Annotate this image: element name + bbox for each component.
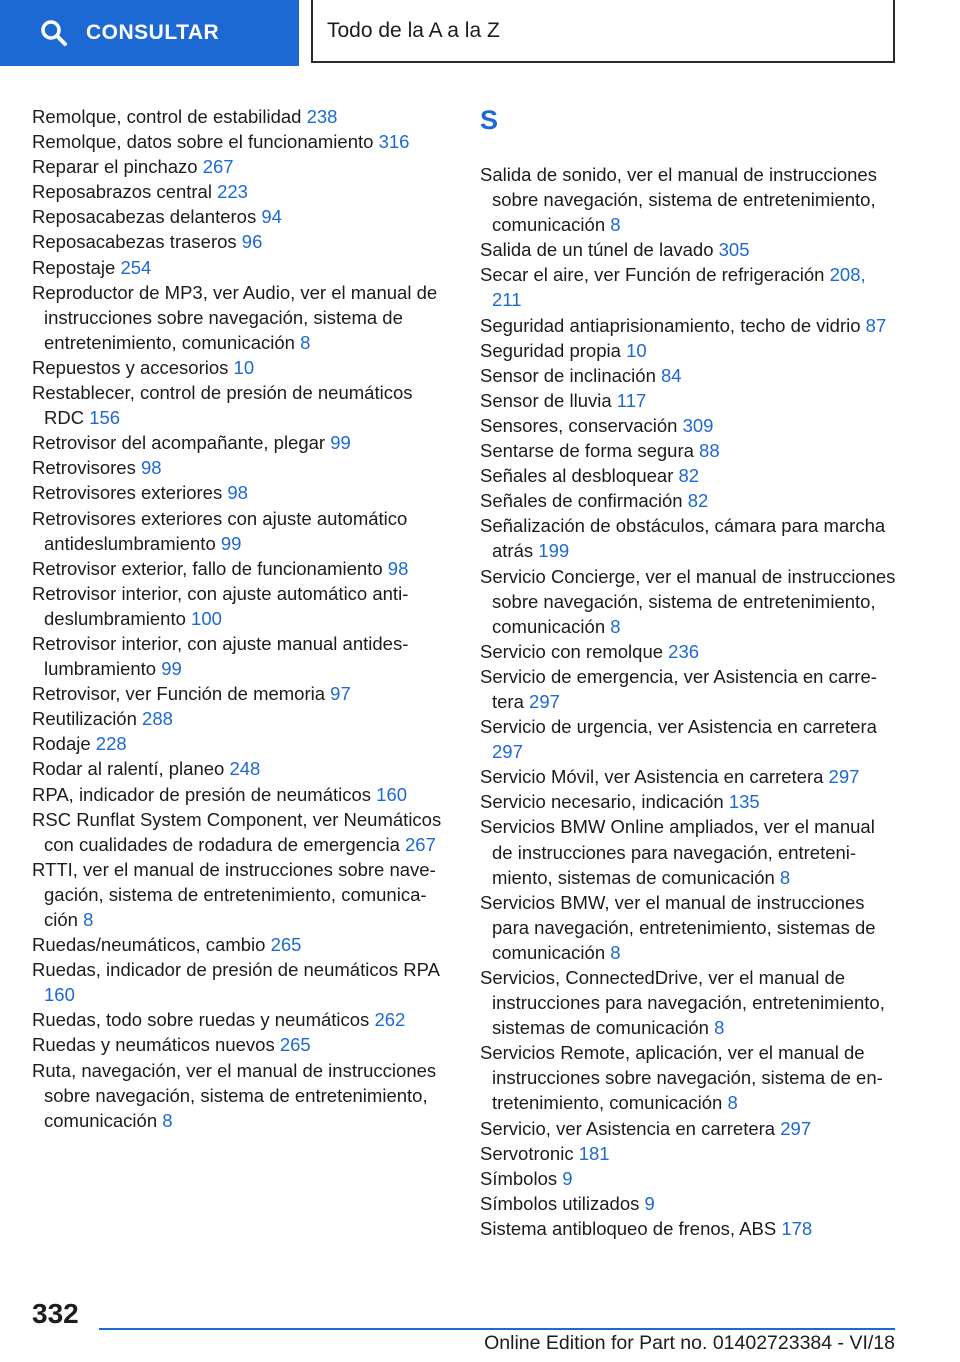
consultar-label: CONSULTAR	[86, 21, 220, 44]
consultar-button[interactable]	[0, 0, 299, 66]
page-link[interactable]: 84	[661, 364, 682, 386]
footer-edition: Online Edition for Part no. 01402723384 - VI/18	[484, 1332, 895, 1354]
page-link[interactable]: 254	[120, 256, 152, 278]
page-link[interactable]: 265	[270, 934, 302, 956]
page-link[interactable]: 297	[828, 766, 860, 788]
entry-text: RSC Runflat System Component, ver Neumáticos con cualidades de rodadura de emergencia	[32, 808, 442, 855]
index-entry	[32, 957, 452, 1007]
breadcrumb[interactable]: Todo de la A a la Z	[311, 0, 895, 63]
entry-text: Salida de sonido, ver el manual de instrucciones sobre navegación, sistema de entretenimiento, comunicación	[480, 164, 877, 236]
page-link[interactable]: 297	[529, 690, 560, 712]
entry-text: Servicio de urgencia, ver Asistencia en carretera	[480, 716, 877, 738]
index-entry	[32, 455, 452, 480]
index-entry	[480, 338, 900, 363]
index-entry	[32, 154, 452, 179]
index-entry	[32, 355, 452, 380]
footer-rule	[99, 1328, 895, 1330]
index-entry	[480, 965, 900, 1040]
entry-text: Repostaje	[32, 256, 116, 278]
entry-text: Reposabrazos central	[32, 181, 212, 203]
index-column-right	[480, 104, 900, 1241]
index-entry	[480, 639, 900, 664]
index-entry	[32, 280, 452, 355]
index-entry	[480, 764, 900, 789]
index-entry	[480, 1216, 900, 1241]
page-link[interactable]: 316	[378, 131, 410, 153]
entry-text: Servicios BMW, ver el manual de instrucciones para navegación, entretenimiento, sistemas de comunicación	[480, 891, 876, 963]
page-link[interactable]: 8	[714, 1017, 725, 1039]
page-link[interactable]: 236	[668, 640, 700, 662]
entry-text: Retrovisor, ver Función de memoria	[32, 683, 326, 705]
index-entry	[480, 363, 900, 388]
entry-text: RTTI, ver el manual de instrucciones sobre navegación, sistema de entretenimiento, comunicación	[32, 858, 436, 930]
entry-text: Remolque, control de estabilidad	[32, 106, 302, 127]
header	[0, 0, 960, 66]
page-link[interactable]: 267	[405, 833, 436, 855]
page-link[interactable]: 88	[699, 440, 720, 462]
page-link[interactable]: 99	[220, 532, 242, 554]
page-link[interactable]: 181	[578, 1142, 610, 1164]
section-letter: S	[480, 105, 499, 135]
index-entry	[32, 932, 452, 957]
index-entry	[32, 706, 452, 731]
index-entry	[32, 179, 452, 204]
page-link[interactable]: 10	[233, 356, 255, 378]
page-link[interactable]: 262	[374, 1009, 406, 1031]
entry-text: Salida de un túnel de lavado	[480, 239, 714, 261]
page-link[interactable]: 178	[781, 1217, 813, 1239]
entry-text: Retrovisor del acompañante, plegar	[32, 432, 326, 454]
page-link[interactable]: 8	[610, 941, 621, 963]
index-entry	[32, 731, 452, 756]
page-link[interactable]: 100	[191, 607, 222, 629]
entry-text: Servicios, ConnectedDrive, ver el manual de instrucciones para navegación, entretenimiento, sistemas de comunicación	[480, 967, 885, 1039]
entry-text: Rodaje	[32, 733, 91, 755]
index-entry	[480, 1116, 900, 1141]
index-entry	[480, 162, 900, 237]
index-entry	[480, 262, 900, 312]
index-entry	[480, 313, 900, 338]
page-link[interactable]: 8	[727, 1092, 738, 1114]
entry-text: Secar el aire, ver Función de refrigeración	[480, 264, 825, 286]
entry-text: Restablecer, control de presión de neumáticos RDC	[32, 382, 413, 429]
index-entry	[480, 237, 900, 262]
entry-text: Ruedas, todo sobre ruedas y neumáticos	[32, 1009, 370, 1031]
page-link[interactable]: 160	[44, 984, 75, 1006]
page-link[interactable]: 98	[140, 457, 162, 479]
index-entry	[32, 129, 452, 154]
entry-text: Servicio Concierge, ver el manual de instrucciones sobre navegación, sistema de entretenimiento, comunicación	[480, 565, 896, 637]
entry-text: Ruedas, indicador de presión de neumáticos RPA	[32, 959, 439, 981]
page-link[interactable]: 10	[626, 339, 647, 361]
page-link[interactable]: 96	[241, 231, 263, 253]
page-link[interactable]: 305	[718, 239, 750, 261]
page-link[interactable]: 9	[562, 1167, 573, 1189]
entry-text: Sistema antibloqueo de frenos, ABS	[480, 1217, 777, 1239]
index-entry	[480, 513, 900, 563]
index-entry	[32, 756, 452, 781]
index-column-left	[32, 104, 452, 1133]
page-link[interactable]: 297	[492, 741, 523, 763]
entry-text: Reparar el pinchazo	[32, 156, 198, 178]
page-link[interactable]: 265	[279, 1034, 311, 1056]
entry-text: Seguridad propia	[480, 339, 621, 361]
page-link[interactable]: 135	[728, 791, 760, 813]
page-link[interactable]: 8	[83, 909, 94, 930]
entry-text: Señalización de obstáculos, cámara para marcha atrás	[480, 515, 886, 562]
entry-text: Símbolos	[480, 1167, 558, 1189]
page-link[interactable]: 248	[229, 758, 261, 780]
entry-text: Reposacabezas traseros	[32, 231, 237, 253]
entry-text: Servicio necesario, indicación	[480, 791, 724, 813]
index-entry	[480, 1191, 900, 1216]
page-link[interactable]: 82	[678, 465, 700, 487]
page-link[interactable]: 94	[261, 206, 282, 228]
index-entry	[32, 229, 452, 254]
index-entry	[480, 789, 900, 814]
entry-text: Servotronic	[480, 1142, 574, 1164]
page-number: 332	[32, 1298, 79, 1329]
index-entry	[32, 857, 452, 932]
index-entry	[32, 1007, 452, 1032]
index-entry	[32, 681, 452, 706]
index-entry	[32, 104, 452, 129]
page-link[interactable]: 208, 211	[492, 264, 866, 311]
entry-text: Servicio Móvil, ver Asistencia en carretera	[480, 766, 824, 788]
entry-text: Señales al desbloquear	[480, 465, 674, 487]
index-entry	[32, 581, 452, 631]
entry-text: Reutilización	[32, 708, 137, 730]
page-link[interactable]: 8	[610, 615, 621, 637]
page-link[interactable]: 97	[330, 683, 351, 705]
page-link[interactable]: 99	[330, 432, 351, 454]
page-link[interactable]: 309	[682, 414, 714, 436]
entry-text: Señales de confirmación	[480, 490, 683, 512]
entry-text: Servicios Remote, aplicación, ver el manual de instrucciones sobre navegación, sistema de entretenimiento, comunicación	[480, 1042, 883, 1114]
index-entry	[32, 480, 452, 505]
entry-text: Repuestos y accesorios	[32, 356, 229, 378]
page-link[interactable]: 117	[616, 389, 647, 411]
index-entry	[480, 438, 900, 463]
entry-text: Remolque, datos sobre el funcionamiento	[32, 131, 374, 153]
index-entry	[480, 564, 900, 639]
page-link[interactable]: 238	[306, 106, 338, 127]
page-link[interactable]: 267	[202, 156, 234, 178]
page-link[interactable]: 98	[387, 557, 409, 579]
entry-text: Sensores, conservación	[480, 414, 678, 436]
index-entry	[32, 807, 452, 857]
search-icon	[40, 19, 68, 47]
index-entry	[32, 380, 452, 430]
index-entry	[32, 204, 452, 229]
entry-text: Sentarse de forma segura	[480, 440, 694, 462]
page-link[interactable]: 156	[89, 407, 121, 429]
page-link[interactable]: 87	[865, 314, 887, 336]
entry-text: Reposacabezas delanteros	[32, 206, 257, 228]
page-link[interactable]: 288	[142, 708, 173, 730]
index-entry	[480, 1040, 900, 1115]
entry-text: Ruedas y neumáticos nuevos	[32, 1034, 275, 1056]
index-entry	[32, 255, 452, 280]
entry-text: Sensor de lluvia	[480, 389, 612, 411]
page-link[interactable]: 8	[779, 866, 791, 888]
page-link[interactable]: 82	[687, 490, 709, 512]
entry-text: Retrovisor exterior, fallo de funcionamiento	[32, 557, 383, 579]
index-entry	[480, 463, 900, 488]
index-entry	[480, 890, 900, 965]
index-entry	[32, 1032, 452, 1057]
entry-text: Rodar al ralentí, planeo	[32, 758, 225, 780]
entry-text: Retrovisores exteriores	[32, 482, 223, 504]
page-link[interactable]: 8	[162, 1109, 173, 1131]
entry-text: RPA, indicador de presión de neumáticos	[32, 783, 372, 805]
index-entry	[480, 488, 900, 513]
index-entry	[32, 430, 452, 455]
entry-text: Retrovisores	[32, 457, 136, 479]
entry-text: Servicio de emergencia, ver Asistencia en carretera	[480, 665, 877, 712]
index-entry	[480, 714, 900, 764]
entry-text: Seguridad antiaprisionamiento, techo de vidrio	[480, 314, 861, 336]
entry-text: Símbolos utilizados	[480, 1192, 640, 1214]
entry-text: Servicio con remolque	[480, 640, 664, 662]
page-link[interactable]: 199	[538, 540, 570, 562]
entry-text: Reproductor de MP3, ver Audio, ver el manual de instrucciones sobre navegación, sistema de entretenimiento, comunicación	[32, 281, 438, 353]
index-entry	[32, 506, 452, 556]
index-entry	[480, 388, 900, 413]
page-link[interactable]: 297	[780, 1117, 812, 1139]
entry-text: Sensor de inclinación	[480, 364, 656, 386]
index-entry	[32, 782, 452, 807]
page-link[interactable]: 223	[217, 181, 248, 203]
entry-text: Ruta, navegación, ver el manual de instrucciones sobre navegación, sistema de entretenimiento, comunicación	[32, 1059, 437, 1131]
page-link[interactable]: 9	[644, 1192, 655, 1214]
entry-text: Servicios BMW Online ampliados, ver el manual de instrucciones para navegación, entretenimiento, sistemas de comunicación	[480, 816, 875, 888]
index-entry	[32, 631, 452, 681]
index-entry	[480, 413, 900, 438]
page-link[interactable]: 160	[376, 783, 408, 805]
entry-text: Retrovisores exteriores con ajuste automático antideslumbramiento	[32, 507, 408, 554]
entry-text: Ruedas/neumáticos, cambio	[32, 934, 266, 956]
index-entry	[480, 1141, 900, 1166]
index-entry	[480, 814, 900, 889]
index-entry	[480, 664, 900, 714]
entry-text: Retrovisor interior, con ajuste manual antideslumbramiento	[32, 632, 409, 680]
page-link[interactable]: 8	[610, 214, 621, 236]
index-entry	[32, 1058, 452, 1133]
entry-text: Servicio, ver Asistencia en carretera	[480, 1117, 776, 1139]
index-entry	[480, 1166, 900, 1191]
index-entry	[32, 556, 452, 581]
page-link[interactable]: 99	[161, 658, 182, 680]
page-link[interactable]: 98	[227, 482, 248, 504]
page-link[interactable]: 228	[95, 733, 127, 755]
entry-text: Retrovisor interior, con ajuste automático antideslumbramiento	[32, 582, 409, 629]
page-link[interactable]: 8	[300, 331, 311, 353]
